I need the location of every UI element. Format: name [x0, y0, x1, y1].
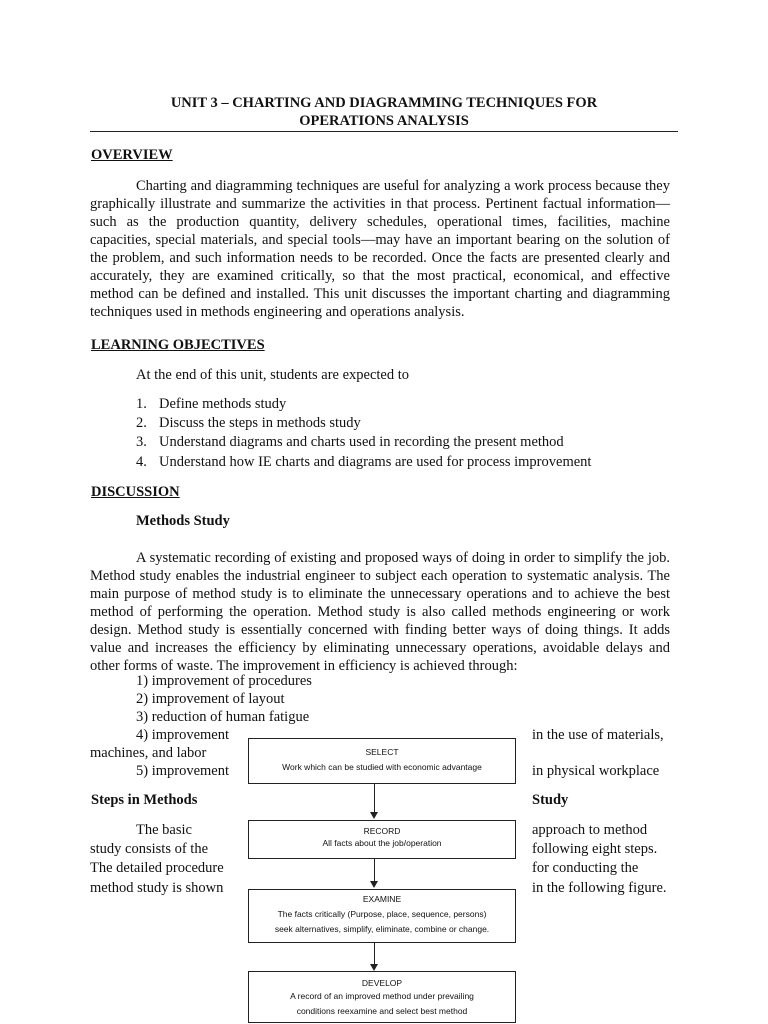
flowchart-box-text: Work which can be studied with economic advantage: [282, 762, 482, 772]
document-title-line1: UNIT 3 – CHARTING AND DIAGRAMMING TECHNIQUES FOR: [170, 95, 598, 111]
overview-paragraph: Charting and diagramming techniques are useful for analyzing a work process because they graphically illustrate and summarize the activities in that process. Pertinent factual information—such as the production quantity, delivery schedules, operational times, facilities, machine capacities, special materials, and special tools—may have an important bearing on the solution of the problem, and such information needs to be recorded. Once the facts are presented clearly and accurately, they are examined critically, so that the most practical, economical, and effective method can be defined and installed. This unit discusses the important charting and diagramming techniques used in methods engineering and operations analysis.: [90, 178, 670, 320]
flowchart-box-text: A record of an improved method under prevailing: [290, 991, 474, 1001]
improvement-item: 3) reduction of human fatigue: [136, 709, 310, 725]
title-divider: [90, 131, 678, 132]
flowchart-box-text: The facts critically (Purpose, place, sequence, persons): [277, 909, 487, 919]
objective-num: 2.: [136, 415, 147, 431]
steps-text-right: in the following figure.: [532, 880, 667, 896]
steps-heading-right: Study: [532, 792, 569, 808]
improvement-item-continued: in physical workplace: [532, 763, 660, 779]
objective-item: Discuss the steps in methods study: [159, 415, 361, 431]
objective-num: 4.: [136, 454, 147, 470]
objective-item: Define methods study: [159, 396, 287, 412]
objectives-heading: LEARNING OBJECTIVES: [91, 337, 265, 353]
improvement-item: 2) improvement of layout: [136, 691, 285, 707]
objective-item: Understand diagrams and charts used in recording the present method: [159, 434, 564, 450]
steps-text-right: for conducting the: [532, 860, 639, 876]
flowchart-arrowhead: [370, 812, 378, 819]
flowchart-box-develop: [248, 971, 516, 1023]
flowchart-box-text: conditions reexamine and select best method: [296, 1006, 468, 1016]
steps-text-left: The detailed procedure: [90, 860, 224, 876]
improvement-item: 1) improvement of procedures: [136, 673, 312, 689]
improvement-item-continued: in the use of materials,: [532, 727, 664, 743]
flowchart-box-examine: [248, 889, 516, 943]
flowchart-arrow: [374, 858, 375, 882]
flowchart-arrow: [374, 783, 375, 813]
steps-text-right: approach to method: [532, 822, 648, 838]
flowchart-box-text: seek alternatives, simplify, eliminate, combine or change.: [274, 924, 490, 934]
improvement-item: 5) improvement: [136, 763, 230, 779]
document-title-line2: OPERATIONS ANALYSIS: [299, 113, 469, 129]
overview-heading: OVERVIEW: [91, 147, 173, 163]
improvement-item: 4) improvement: [136, 727, 230, 743]
objectives-intro: At the end of this unit, students are expected to: [136, 367, 410, 383]
steps-heading-left: Steps in Methods: [91, 792, 198, 808]
flowchart-arrowhead: [370, 964, 378, 971]
discussion-heading: DISCUSSION: [91, 484, 180, 500]
steps-text-right: following eight steps.: [532, 841, 658, 857]
flowchart-box-select: [248, 738, 516, 784]
flowchart-box-record: [248, 820, 516, 859]
steps-text-left: method study is shown: [90, 880, 224, 896]
flowchart-box-title: EXAMINE: [362, 894, 402, 904]
objective-num: 1.: [136, 396, 147, 412]
flowchart-box-title: SELECT: [365, 747, 399, 757]
objective-num: 3.: [136, 434, 147, 450]
flowchart-box-title: DEVELOP: [361, 978, 403, 988]
methods-study-subheading: Methods Study: [136, 513, 230, 529]
discussion-paragraph: A systematic recording of existing and proposed ways of doing in order to simplify the job. Method study enables the industrial engineer to subject each operation to systematic analysis. The main purpose of method study is to eliminate the unnecessary operations and to achieve the best method of performing the operation. Method study is also called methods engineering or work design. Method study is essentially concerned with finding better ways of doing things. It adds value and increases the efficiency by eliminating unnecessary operations, avoidable delays and other forms of waste. The improvement in efficiency is achieved through:: [90, 550, 670, 674]
steps-text-left: study consists of the: [90, 841, 209, 857]
flowchart-arrowhead: [370, 881, 378, 888]
flowchart-box-text: All facts about the job/operation: [322, 838, 442, 848]
steps-text-left: The basic: [136, 822, 192, 838]
improvement-item-continued: machines, and labor: [90, 745, 207, 761]
flowchart-box-title: RECORD: [363, 826, 401, 836]
flowchart-arrow: [374, 942, 375, 965]
objective-item: Understand how IE charts and diagrams are used for process improvement: [159, 454, 592, 470]
